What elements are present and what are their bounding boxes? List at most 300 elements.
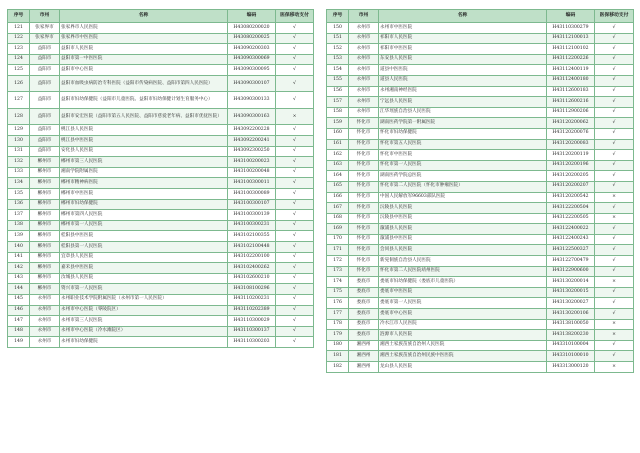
row-number: 122 bbox=[8, 33, 30, 44]
row-code: H43080200025 bbox=[228, 33, 276, 44]
row-mobile-pay-status: √ bbox=[276, 75, 314, 92]
row-city: 永州市 bbox=[30, 305, 60, 316]
row-city: 怀化市 bbox=[349, 171, 379, 182]
row-city: 怀化市 bbox=[349, 160, 379, 171]
row-city: 怀化市 bbox=[349, 139, 379, 150]
row-city: 益阳市 bbox=[30, 92, 60, 109]
row-hospital-name: 郴州市第三人民医院 bbox=[60, 157, 228, 168]
hospital-table-left bbox=[7, 9, 314, 348]
row-number: 134 bbox=[8, 178, 30, 189]
header-city: 市州 bbox=[349, 10, 379, 23]
row-mobile-pay-status: √ bbox=[276, 294, 314, 305]
row-mobile-pay-status: √ bbox=[276, 305, 314, 316]
row-city: 永州市 bbox=[30, 337, 60, 348]
row-code: H43100200048 bbox=[228, 167, 276, 178]
table-row bbox=[8, 305, 314, 316]
row-hospital-name: 益阳市血吸虫病防治专科医院（益阳市传染病医院、益阳市第四人民医院） bbox=[60, 75, 228, 92]
row-hospital-name: 娄底市中心医院 bbox=[379, 309, 547, 320]
row-mobile-pay-status: √ bbox=[595, 118, 634, 129]
row-code: H43092300250 bbox=[228, 146, 276, 157]
row-code: H43130200106 bbox=[547, 309, 595, 320]
row-number: 157 bbox=[327, 97, 349, 108]
row-code: H43110300029 bbox=[228, 316, 276, 327]
row-hospital-name: 永州市中心医院（零陵院区） bbox=[60, 305, 228, 316]
table-row bbox=[327, 224, 634, 235]
header-code: 编码 bbox=[547, 10, 595, 23]
row-number: 170 bbox=[327, 234, 349, 245]
row-code: H43120200196 bbox=[547, 160, 595, 171]
row-code: H43310100004 bbox=[547, 340, 595, 351]
row-city: 郴州市 bbox=[30, 178, 60, 189]
row-code: H43112400119 bbox=[547, 65, 595, 76]
table-row bbox=[327, 181, 634, 192]
row-hospital-name: 会同县人民医院 bbox=[379, 245, 547, 256]
table-row bbox=[327, 362, 634, 373]
row-code: H43100300107 bbox=[228, 199, 276, 210]
row-mobile-pay-status: √ bbox=[595, 65, 634, 76]
row-number: 168 bbox=[327, 213, 349, 224]
row-code: H43122900600 bbox=[547, 266, 595, 277]
row-mobile-pay-status: √ bbox=[595, 150, 634, 161]
row-code: H43110202389 bbox=[228, 305, 276, 316]
row-city: 益阳市 bbox=[30, 54, 60, 65]
row-mobile-pay-status: √ bbox=[276, 273, 314, 284]
row-mobile-pay-status: √ bbox=[276, 65, 314, 76]
row-number: 145 bbox=[8, 294, 30, 305]
row-number: 146 bbox=[8, 305, 30, 316]
row-mobile-pay-status: √ bbox=[595, 245, 634, 256]
row-city: 怀化市 bbox=[349, 224, 379, 235]
row-number: 173 bbox=[327, 266, 349, 277]
row-city: 怀化市 bbox=[349, 203, 379, 214]
row-hospital-name: 娄底市第一人民医院 bbox=[379, 298, 547, 309]
row-code: H43100300139 bbox=[228, 210, 276, 221]
table-row bbox=[327, 319, 634, 330]
table-row bbox=[327, 213, 634, 224]
table-row bbox=[327, 171, 634, 182]
row-hospital-name: 怀化市妇幼保健院 bbox=[379, 128, 547, 139]
header-code: 编码 bbox=[228, 10, 276, 23]
table-row bbox=[8, 178, 314, 189]
row-mobile-pay-status: √ bbox=[276, 178, 314, 189]
row-hospital-name: 娄底市中医医院 bbox=[379, 287, 547, 298]
row-mobile-pay-status: √ bbox=[276, 125, 314, 136]
row-city: 娄底市 bbox=[349, 309, 379, 320]
table-row bbox=[327, 107, 634, 118]
header-no: 序号 bbox=[327, 10, 349, 23]
row-hospital-name: 桂阳县第一人民医院 bbox=[60, 242, 228, 253]
row-number: 130 bbox=[8, 136, 30, 147]
row-code: H43090300133 bbox=[228, 92, 276, 109]
row-city: 怀化市 bbox=[349, 266, 379, 277]
row-code: H43110300279 bbox=[547, 23, 595, 34]
row-code: H43100200023 bbox=[228, 157, 276, 168]
row-code: H43122200504 bbox=[547, 203, 595, 214]
row-city: 娄底市 bbox=[349, 319, 379, 330]
row-hospital-name: 嘉禾县中医医院 bbox=[60, 263, 228, 274]
row-mobile-pay-status: √ bbox=[595, 75, 634, 86]
row-hospital-name: 资兴市第一人民医院 bbox=[60, 284, 228, 295]
row-mobile-pay-status: √ bbox=[276, 284, 314, 295]
row-number: 172 bbox=[327, 256, 349, 267]
row-city: 湘西州 bbox=[349, 351, 379, 362]
row-number: 175 bbox=[327, 287, 349, 298]
table-row bbox=[327, 245, 634, 256]
row-hospital-name: 永州市中心医院（冷水滩院区） bbox=[60, 326, 228, 337]
row-hospital-name: 怀化市第一人民医院 bbox=[379, 160, 547, 171]
row-number: 150 bbox=[327, 23, 349, 34]
header-mobile-pay: 医保移动支付 bbox=[276, 10, 314, 23]
row-code: H43090300095 bbox=[228, 65, 276, 76]
row-code: H43120200542 bbox=[547, 192, 595, 203]
row-mobile-pay-status: √ bbox=[276, 252, 314, 263]
row-number: 143 bbox=[8, 273, 30, 284]
row-mobile-pay-status: √ bbox=[595, 351, 634, 362]
row-code: H43112600216 bbox=[547, 97, 595, 108]
row-code: H43092200241 bbox=[228, 136, 276, 147]
table-header-row bbox=[327, 10, 634, 23]
row-hospital-name: 祁阳市人民医院 bbox=[379, 33, 547, 44]
row-hospital-name: 安化县人民医院 bbox=[60, 146, 228, 157]
row-city: 郴州市 bbox=[30, 252, 60, 263]
row-city: 永州市 bbox=[30, 316, 60, 327]
row-number: 131 bbox=[8, 146, 30, 157]
row-city: 郴州市 bbox=[30, 242, 60, 253]
row-city: 郴州市 bbox=[30, 220, 60, 231]
row-city: 张家界市 bbox=[30, 23, 60, 34]
row-city: 永州市 bbox=[349, 97, 379, 108]
row-hospital-name: 怀化市第二人民医院靖州医院 bbox=[379, 266, 547, 277]
row-hospital-name: 湘西土家族苗族自治州民族中医医院 bbox=[379, 351, 547, 362]
row-hospital-name: 益阳市中心医院 bbox=[60, 65, 228, 76]
row-code: H43110300137 bbox=[228, 326, 276, 337]
table-header-row bbox=[8, 10, 314, 23]
row-mobile-pay-status: √ bbox=[595, 171, 634, 182]
row-number: 147 bbox=[8, 316, 30, 327]
table-row bbox=[8, 92, 314, 109]
row-hospital-name: 怀化市中医医院 bbox=[379, 150, 547, 161]
row-mobile-pay-status: √ bbox=[276, 92, 314, 109]
row-code: H43120200119 bbox=[547, 150, 595, 161]
row-city: 怀化市 bbox=[349, 213, 379, 224]
row-hospital-name: 溆浦县人民医院 bbox=[379, 224, 547, 235]
row-hospital-name: 郴州市精神病医院 bbox=[60, 178, 228, 189]
row-number: 135 bbox=[8, 189, 30, 200]
row-city: 娄底市 bbox=[349, 277, 379, 288]
row-city: 永州市 bbox=[30, 326, 60, 337]
table-row bbox=[8, 167, 314, 178]
row-code: H43130200014 bbox=[547, 277, 595, 288]
row-hospital-name: 涟源市人民医院 bbox=[379, 330, 547, 341]
table-row bbox=[8, 23, 314, 34]
row-hospital-name: 新晃侗族自治县人民医院 bbox=[379, 256, 547, 267]
header-city: 市州 bbox=[30, 10, 60, 23]
row-hospital-name: 永州湘南神经医院 bbox=[379, 86, 547, 97]
row-code: H43080200020 bbox=[228, 23, 276, 34]
table-row bbox=[327, 86, 634, 97]
row-city: 益阳市 bbox=[30, 108, 60, 125]
row-city: 益阳市 bbox=[30, 125, 60, 136]
row-number: 156 bbox=[327, 86, 349, 97]
row-code: H43122200505 bbox=[547, 213, 595, 224]
row-mobile-pay-status: × bbox=[595, 213, 634, 224]
row-city: 娄底市 bbox=[349, 330, 379, 341]
row-city: 怀化市 bbox=[349, 234, 379, 245]
row-number: 151 bbox=[327, 33, 349, 44]
table-row bbox=[327, 150, 634, 161]
row-number: 178 bbox=[327, 319, 349, 330]
table-row bbox=[327, 54, 634, 65]
table-row bbox=[327, 351, 634, 362]
header-name: 名称 bbox=[60, 10, 228, 23]
row-number: 152 bbox=[327, 44, 349, 55]
table-row bbox=[8, 326, 314, 337]
table-row bbox=[8, 252, 314, 263]
row-number: 158 bbox=[327, 107, 349, 118]
row-city: 怀化市 bbox=[349, 245, 379, 256]
row-mobile-pay-status: √ bbox=[276, 316, 314, 327]
table-row bbox=[8, 242, 314, 253]
row-number: 140 bbox=[8, 242, 30, 253]
table-row bbox=[8, 210, 314, 221]
row-number: 177 bbox=[327, 309, 349, 320]
row-mobile-pay-status: √ bbox=[276, 23, 314, 34]
table-row bbox=[8, 231, 314, 242]
row-number: 126 bbox=[8, 75, 30, 92]
row-mobile-pay-status: √ bbox=[276, 231, 314, 242]
row-city: 郴州市 bbox=[30, 263, 60, 274]
row-hospital-name: 宁远县人民医院 bbox=[379, 97, 547, 108]
table-row bbox=[8, 44, 314, 55]
row-mobile-pay-status: × bbox=[276, 108, 314, 125]
row-hospital-name: 宜章县人民医院 bbox=[60, 252, 228, 263]
row-mobile-pay-status: √ bbox=[276, 157, 314, 168]
row-hospital-name: 永州市妇幼保健院 bbox=[60, 337, 228, 348]
row-hospital-name: 永州市第三人民医院 bbox=[60, 316, 228, 327]
row-mobile-pay-status: √ bbox=[276, 136, 314, 147]
row-code: H43120200076 bbox=[547, 128, 595, 139]
row-mobile-pay-status: √ bbox=[595, 23, 634, 34]
row-hospital-name: 郴州市中医医院 bbox=[60, 189, 228, 200]
row-code: H43090300107 bbox=[228, 75, 276, 92]
row-mobile-pay-status: √ bbox=[595, 86, 634, 97]
row-hospital-name: 怀化市第二人民医院（怀化市肿瘤医院） bbox=[379, 181, 547, 192]
table-row bbox=[8, 189, 314, 200]
row-hospital-name: 益阳市安宏医院（益阳市第五人民医院、益阳市慈爱老年病、益阳市优抚医院） bbox=[60, 108, 228, 125]
row-city: 郴州市 bbox=[30, 273, 60, 284]
row-hospital-name: 益阳市人民医院 bbox=[60, 44, 228, 55]
row-hospital-name: 中国人民解放军96603部队医院 bbox=[379, 192, 547, 203]
table-row bbox=[8, 337, 314, 348]
table-row bbox=[327, 256, 634, 267]
table-row bbox=[8, 146, 314, 157]
row-number: 142 bbox=[8, 263, 30, 274]
row-number: 162 bbox=[327, 150, 349, 161]
row-code: H43310100010 bbox=[547, 351, 595, 362]
row-mobile-pay-status: √ bbox=[595, 97, 634, 108]
row-code: H43110200231 bbox=[228, 294, 276, 305]
row-city: 永州市 bbox=[30, 294, 60, 305]
row-code: H43112100013 bbox=[547, 33, 595, 44]
row-mobile-pay-status: √ bbox=[276, 54, 314, 65]
row-code: H43102600210 bbox=[228, 273, 276, 284]
row-hospital-name: 东安县人民医院 bbox=[379, 54, 547, 65]
table-row bbox=[8, 33, 314, 44]
row-hospital-name: 郴州市第一人民医院 bbox=[60, 220, 228, 231]
table-row bbox=[8, 199, 314, 210]
row-hospital-name: 湖南医药学院总医院 bbox=[379, 171, 547, 182]
row-mobile-pay-status: √ bbox=[276, 326, 314, 337]
row-city: 永州市 bbox=[349, 23, 379, 34]
row-mobile-pay-status: × bbox=[595, 277, 634, 288]
table-row bbox=[327, 287, 634, 298]
row-number: 148 bbox=[8, 326, 30, 337]
table-row bbox=[8, 65, 314, 76]
row-number: 123 bbox=[8, 44, 30, 55]
row-mobile-pay-status: √ bbox=[595, 256, 634, 267]
row-city: 怀化市 bbox=[349, 118, 379, 129]
row-mobile-pay-status: √ bbox=[595, 224, 634, 235]
row-mobile-pay-status: √ bbox=[276, 189, 314, 200]
row-hospital-name: 龙山县人民医院 bbox=[379, 362, 547, 373]
row-code: H43090200303 bbox=[228, 44, 276, 55]
row-code: H43090300069 bbox=[228, 54, 276, 65]
table-row bbox=[327, 298, 634, 309]
row-code: H43122400022 bbox=[547, 224, 595, 235]
row-city: 郴州市 bbox=[30, 189, 60, 200]
row-mobile-pay-status: √ bbox=[595, 33, 634, 44]
row-mobile-pay-status: √ bbox=[276, 242, 314, 253]
table-row bbox=[8, 108, 314, 125]
row-code: H43138200230 bbox=[547, 330, 595, 341]
row-mobile-pay-status: √ bbox=[595, 203, 634, 214]
table-row bbox=[8, 136, 314, 147]
header-no: 序号 bbox=[8, 10, 30, 23]
row-hospital-name: 桂阳县中医医院 bbox=[60, 231, 228, 242]
row-code: H43102100448 bbox=[228, 242, 276, 253]
table-row bbox=[327, 65, 634, 76]
row-city: 郴州市 bbox=[30, 284, 60, 295]
row-hospital-name: 桃江县人民医院 bbox=[60, 125, 228, 136]
row-city: 郴州市 bbox=[30, 199, 60, 210]
row-number: 129 bbox=[8, 125, 30, 136]
table-row bbox=[327, 23, 634, 34]
table-row bbox=[8, 220, 314, 231]
row-city: 怀化市 bbox=[349, 192, 379, 203]
row-code: H43130200015 bbox=[547, 287, 595, 298]
table-row bbox=[327, 203, 634, 214]
row-city: 永州市 bbox=[349, 54, 379, 65]
row-number: 182 bbox=[327, 362, 349, 373]
table-row bbox=[8, 273, 314, 284]
row-number: 179 bbox=[327, 330, 349, 341]
row-city: 怀化市 bbox=[349, 181, 379, 192]
row-mobile-pay-status: √ bbox=[595, 298, 634, 309]
row-number: 154 bbox=[327, 65, 349, 76]
row-number: 149 bbox=[8, 337, 30, 348]
table-row bbox=[327, 118, 634, 129]
row-hospital-name: 郴州市妇幼保健院 bbox=[60, 199, 228, 210]
row-number: 164 bbox=[327, 171, 349, 182]
row-mobile-pay-status: √ bbox=[276, 199, 314, 210]
row-number: 127 bbox=[8, 92, 30, 109]
row-hospital-name: 永州市中医医院 bbox=[379, 23, 547, 34]
table-body-left bbox=[8, 23, 314, 348]
row-number: 180 bbox=[327, 340, 349, 351]
table-row bbox=[327, 139, 634, 150]
row-hospital-name: 冷水江市人民医院 bbox=[379, 319, 547, 330]
row-city: 郴州市 bbox=[30, 167, 60, 178]
row-code: H43092200228 bbox=[228, 125, 276, 136]
row-number: 121 bbox=[8, 23, 30, 34]
row-code: H43102100355 bbox=[228, 231, 276, 242]
row-mobile-pay-status: √ bbox=[595, 128, 634, 139]
row-number: 165 bbox=[327, 181, 349, 192]
row-city: 郴州市 bbox=[30, 231, 60, 242]
table-row bbox=[8, 263, 314, 274]
row-hospital-name: 道县中医医院 bbox=[379, 65, 547, 76]
row-mobile-pay-status: √ bbox=[595, 54, 634, 65]
row-number: 160 bbox=[327, 128, 349, 139]
row-city: 永州市 bbox=[349, 33, 379, 44]
row-code: H43108100296 bbox=[228, 284, 276, 295]
row-code: H43120200205 bbox=[547, 171, 595, 182]
row-code: H43102400262 bbox=[228, 263, 276, 274]
row-number: 171 bbox=[327, 245, 349, 256]
row-number: 159 bbox=[327, 118, 349, 129]
row-city: 怀化市 bbox=[349, 128, 379, 139]
table-row bbox=[327, 44, 634, 55]
row-hospital-name: 沅陵县人民医院 bbox=[379, 203, 547, 214]
row-code: H43112200226 bbox=[547, 54, 595, 65]
row-city: 永州市 bbox=[349, 86, 379, 97]
row-hospital-name: 郴州市第四人民医院 bbox=[60, 210, 228, 221]
row-code: H43100300011 bbox=[228, 178, 276, 189]
row-mobile-pay-status: √ bbox=[595, 340, 634, 351]
row-mobile-pay-status: √ bbox=[276, 33, 314, 44]
table-row bbox=[327, 75, 634, 86]
row-number: 155 bbox=[327, 75, 349, 86]
row-code: H43100300231 bbox=[228, 220, 276, 231]
row-city: 娄底市 bbox=[349, 298, 379, 309]
row-hospital-name: 益阳市妇幼保健院（益阳市儿童医院、益阳市妇幼保健计划生育服务中心） bbox=[60, 92, 228, 109]
row-code: H43090300163 bbox=[228, 108, 276, 125]
row-hospital-name: 桃江县中医医院 bbox=[60, 136, 228, 147]
row-number: 167 bbox=[327, 203, 349, 214]
row-mobile-pay-status: √ bbox=[595, 107, 634, 118]
row-city: 益阳市 bbox=[30, 75, 60, 92]
row-number: 161 bbox=[327, 139, 349, 150]
table-row bbox=[8, 294, 314, 305]
row-hospital-name: 湖南医药学院第一附属医院 bbox=[379, 118, 547, 129]
row-number: 176 bbox=[327, 298, 349, 309]
row-mobile-pay-status: × bbox=[595, 319, 634, 330]
row-mobile-pay-status: √ bbox=[276, 263, 314, 274]
row-code: H43120200207 bbox=[547, 181, 595, 192]
row-number: 137 bbox=[8, 210, 30, 221]
row-hospital-name: 江华瑶族自治县人民医院 bbox=[379, 107, 547, 118]
row-mobile-pay-status: √ bbox=[276, 220, 314, 231]
table-row bbox=[327, 340, 634, 351]
row-mobile-pay-status: × bbox=[595, 362, 634, 373]
row-city: 湘西州 bbox=[349, 340, 379, 351]
row-number: 163 bbox=[327, 160, 349, 171]
row-number: 169 bbox=[327, 224, 349, 235]
row-hospital-name: 怀化市第五人民医院 bbox=[379, 139, 547, 150]
row-number: 166 bbox=[327, 192, 349, 203]
row-hospital-name: 祁阳市中医医院 bbox=[379, 44, 547, 55]
row-hospital-name: 道县人民医院 bbox=[379, 75, 547, 86]
